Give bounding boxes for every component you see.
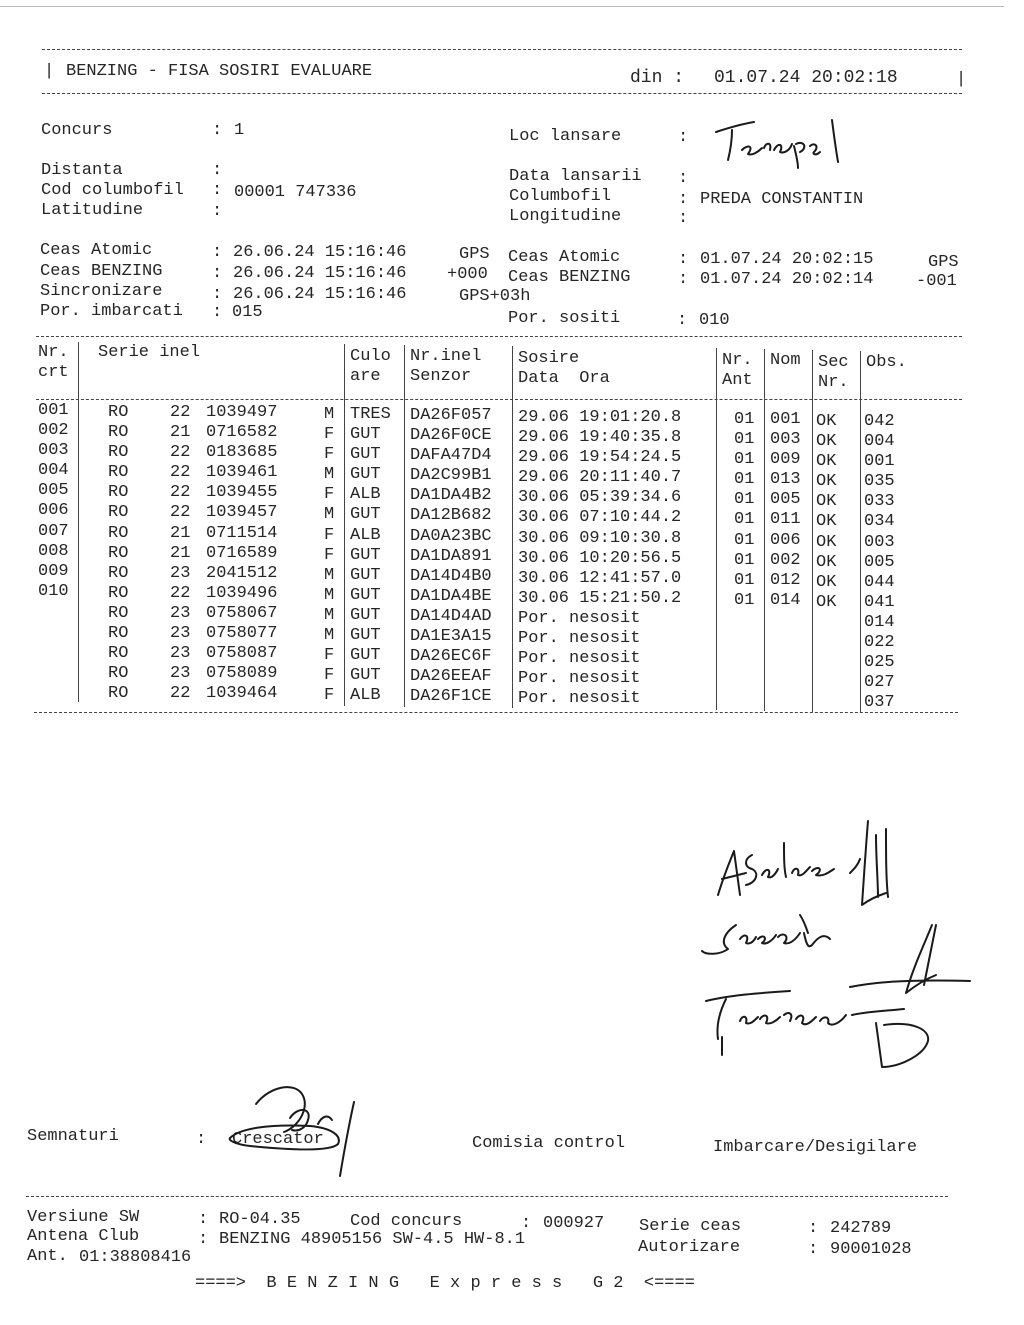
th-serie-inel: Serie inel: [98, 343, 201, 362]
cod-columbofil-value: 00001 747336: [234, 183, 357, 202]
cell-sensor: DA26F1CE: [410, 687, 492, 707]
versiune-sw-sep: :: [198, 1210, 209, 1229]
cell-sec: [816, 693, 836, 713]
cell-year: 23: [170, 563, 191, 583]
ceas-atomic-left-value: 26.06.24 15:16:46: [233, 243, 407, 262]
ceas-atomic-left-label: Ceas Atomic: [40, 241, 153, 260]
cell-ring: 0758067: [206, 603, 278, 623]
cell-sex: M: [324, 405, 335, 424]
autorizare-value: 90001028: [830, 1240, 912, 1259]
cell-arrival: Por. nesosit: [518, 669, 641, 689]
cell-country: RO: [108, 624, 129, 644]
cell-sex: M: [324, 565, 335, 585]
cell-ant: 01: [734, 430, 755, 450]
cell-obs: 005: [864, 552, 895, 572]
cell-obs: 027: [864, 673, 895, 693]
cell-arrival: Por. nesosit: [518, 689, 641, 709]
cell-nom: [770, 651, 801, 671]
ceas-atomic-left-suffix: GPS: [459, 245, 490, 264]
distanta-label: Distanta: [41, 161, 123, 180]
cell-ring: 1039461: [206, 463, 278, 483]
por-imbarcati-sep: :: [212, 303, 223, 322]
cell-year: 22: [170, 503, 191, 523]
ceas-benzing-right-value: 01.07.24 20:02:14: [700, 270, 874, 289]
cell-arrival: 30.06 05:39:34.6: [518, 488, 682, 508]
cell-ring: 1039455: [206, 483, 278, 503]
cell-ring: 1039457: [206, 503, 278, 523]
por-imbarcati-label: Por. imbarcati: [40, 302, 183, 321]
cell-sec: [816, 653, 836, 673]
cod-concurs-label: Cod concurs: [350, 1212, 463, 1231]
cell-ring: 1039496: [206, 583, 278, 603]
semnaturi-label: Semnaturi: [27, 1127, 119, 1146]
th-obs: Obs.: [866, 353, 907, 372]
cell-year: 23: [170, 624, 191, 644]
cell-arrival: Por. nesosit: [518, 629, 641, 649]
cell-ant: 01: [734, 410, 755, 429]
cell-ant: 01: [734, 550, 755, 570]
cell-country: RO: [108, 423, 129, 443]
serie-ceas-value: 242789: [830, 1219, 892, 1238]
imbarcare-desigilare-label: Imbarcare/Desigilare: [713, 1138, 918, 1157]
cell-ring: 0716589: [206, 543, 278, 563]
ceas-atomic-right-sep: :: [678, 250, 689, 269]
distanta-sep: :: [212, 161, 223, 180]
autorizare-sep: :: [808, 1240, 819, 1259]
cell-sensor: DA1DA4B2: [410, 486, 492, 506]
cell-color: GUT: [350, 445, 381, 465]
cell-nom: 003: [770, 430, 801, 450]
cell-ant: 01: [734, 590, 755, 610]
header-date-value: 01.07.24 20:02:18: [714, 68, 898, 88]
col-nr-ant: [734, 410, 754, 711]
cell-nr: 004: [38, 461, 69, 481]
cell-color: GUT: [350, 646, 381, 666]
por-sositi-label: Por. sositi: [508, 309, 621, 328]
col-arrival: [518, 408, 681, 709]
cell-sec: [816, 673, 836, 693]
cell-color: ALB: [350, 485, 381, 505]
cell-sex: F: [324, 666, 335, 686]
ceas-benzing-left-label: Ceas BENZING: [40, 262, 163, 281]
cell-sec: OK: [816, 532, 837, 552]
cell-obs: 042: [864, 412, 895, 431]
cell-obs: 025: [864, 653, 895, 673]
cell-sec: OK: [816, 512, 837, 532]
ant-label: Ant.: [27, 1247, 68, 1266]
cell-nom: [770, 611, 801, 631]
cell-ant: [734, 631, 754, 651]
cell-sex: F: [324, 425, 335, 445]
col-obs: [864, 412, 895, 713]
cell-arrival: 30.06 07:10:44.2: [518, 508, 682, 528]
cell-obs: 037: [864, 693, 895, 713]
cell-nr: 008: [38, 541, 69, 561]
cell-ant: 01: [734, 510, 755, 530]
col-sep-6: [764, 349, 765, 711]
data-lansarii-sep: :: [678, 169, 689, 188]
cell-sensor: DA2C99B1: [410, 466, 492, 486]
cell-arrival: 29.06 19:54:24.5: [518, 448, 682, 468]
cell-sex: F: [324, 485, 335, 505]
cell-country: RO: [108, 463, 129, 483]
cell-color: GUT: [350, 585, 381, 605]
ceas-atomic-right-label: Ceas Atomic: [508, 248, 621, 267]
cell-nom: 001: [770, 410, 801, 429]
ceas-benzing-right-suffix: -001: [916, 272, 957, 291]
cell-nom: 006: [770, 530, 801, 550]
col-sep-1: [78, 342, 79, 702]
ant-value: 01:38808416: [79, 1248, 192, 1267]
cell-sec: OK: [816, 432, 837, 452]
cell-nom: 002: [770, 550, 801, 570]
cell-color: ALB: [350, 686, 381, 706]
cell-sec: OK: [816, 572, 837, 592]
table-rule-header: [36, 399, 962, 400]
cell-nom: 009: [770, 450, 801, 470]
cell-ring: 0716582: [206, 423, 278, 443]
cell-sensor: DA1E3A15: [410, 627, 492, 647]
cell-nom: 013: [770, 470, 801, 490]
cell-nr: 006: [38, 501, 69, 521]
por-sositi-value: 010: [699, 311, 730, 330]
cell-nr: 009: [38, 561, 69, 581]
cell-obs: 041: [864, 592, 895, 612]
cell-color: GUT: [350, 565, 381, 585]
cell-nr: 010: [38, 581, 69, 601]
cell-arrival: 29.06 19:01:20.8: [518, 408, 682, 427]
cell-ring: 1039497: [206, 403, 278, 422]
cell-ant: 01: [734, 490, 755, 510]
versiune-sw-value: RO-04.35: [219, 1210, 301, 1229]
cell-sensor: DA0A23BC: [410, 526, 492, 546]
longitudine-label: Longitudine: [509, 207, 622, 226]
cell-sensor: DA14D4B0: [410, 566, 492, 586]
cell-nr: 002: [38, 421, 69, 441]
col-country: [108, 403, 128, 704]
cell-sex: F: [324, 445, 335, 465]
cell-sex: M: [324, 626, 335, 646]
autorizare-label: Autorizare: [638, 1238, 741, 1257]
ceas-benzing-left-value: 26.06.24 15:16:46: [233, 264, 407, 283]
cell-country: RO: [108, 563, 129, 583]
cell-sensor: DA26EEAF: [410, 667, 492, 687]
cell-obs: 001: [864, 452, 895, 472]
ceas-benzing-right-label: Ceas BENZING: [508, 268, 631, 287]
th-culoare: Culo are: [350, 347, 391, 386]
cell-ring: 1039464: [206, 684, 278, 704]
cell-country: RO: [108, 443, 129, 463]
cell-ring: 2041512: [206, 563, 278, 583]
crescator-signature: [220, 1080, 360, 1180]
col-sep-7: [812, 350, 813, 712]
loc-lansare-sep: :: [678, 128, 689, 147]
header-left-bar: |: [44, 62, 55, 81]
col-sec-nr: [816, 412, 836, 713]
versiune-sw-label: Versiune SW: [27, 1208, 140, 1227]
col-color: [350, 405, 391, 706]
cell-arrival: 30.06 12:41:57.0: [518, 568, 682, 588]
cell-sensor: DA26F0CE: [410, 426, 492, 446]
cell-sensor: DA1DA891: [410, 546, 492, 566]
cell-nr: 005: [38, 481, 69, 501]
th-sosire: Sosire Data Ora: [518, 349, 610, 388]
cell-nr: [38, 642, 69, 662]
col-sex: [324, 405, 334, 706]
cell-ring: 0758089: [206, 664, 278, 684]
cell-nom: [770, 691, 801, 711]
header-rule-top: [42, 49, 962, 50]
cell-nr: [38, 682, 69, 702]
antena-club-value: BENZING 48905156 SW-4.5 HW-8.1: [219, 1230, 526, 1249]
col-sensor: [410, 406, 492, 707]
cell-year: 21: [170, 543, 191, 563]
cell-sec: OK: [816, 492, 837, 512]
cell-obs: 022: [864, 633, 895, 653]
cell-year: 22: [170, 684, 191, 704]
antena-club-sep: :: [198, 1230, 209, 1249]
cell-year: 22: [170, 483, 191, 503]
footer-banner: ====> B E N Z I N G E x p r e s s G 2 <====: [195, 1274, 695, 1293]
cell-arrival: 29.06 20:11:40.7: [518, 468, 682, 488]
cell-color: TRES: [350, 405, 391, 424]
cell-obs: 014: [864, 612, 895, 632]
sincronizare-label: Sincronizare: [40, 282, 163, 301]
cell-obs: 033: [864, 492, 895, 512]
cell-nom: [770, 631, 801, 651]
cell-country: RO: [108, 644, 129, 664]
serie-ceas-label: Serie ceas: [639, 1217, 742, 1236]
cell-country: RO: [108, 523, 129, 543]
th-nom: Nom: [770, 351, 801, 370]
sincronizare-sep: :: [212, 285, 223, 304]
ceas-benzing-left-sep: :: [212, 264, 223, 283]
cell-country: RO: [108, 664, 129, 684]
cell-ant: 01: [734, 530, 755, 550]
cell-country: RO: [108, 403, 129, 422]
cell-country: RO: [108, 543, 129, 563]
cell-obs: 034: [864, 512, 895, 532]
cell-color: GUT: [350, 425, 381, 445]
cell-sec: OK: [816, 452, 837, 472]
cell-year: 23: [170, 644, 191, 664]
cod-concurs-sep: :: [521, 1214, 532, 1233]
cell-sex: M: [324, 505, 335, 525]
cell-color: GUT: [350, 545, 381, 565]
cell-country: RO: [108, 603, 129, 623]
table-rule-bottom: [34, 712, 958, 713]
cell-color: GUT: [350, 505, 381, 525]
sincronizare-value: 26.06.24 15:16:46: [233, 285, 407, 304]
cell-nom: 012: [770, 570, 801, 590]
cod-columbofil-sep: :: [212, 181, 223, 200]
cell-ant: 01: [734, 450, 755, 470]
ceas-benzing-right-sep: :: [678, 270, 689, 289]
cell-sex: F: [324, 646, 335, 666]
columbofil-sep: :: [678, 190, 689, 209]
col-sep-8: [860, 351, 861, 713]
cell-arrival: Por. nesosit: [518, 649, 641, 669]
cell-ring: 0711514: [206, 523, 278, 543]
cell-color: GUT: [350, 605, 381, 625]
cell-sec: [816, 633, 836, 653]
cell-arrival: Por. nesosit: [518, 608, 641, 628]
cell-country: RO: [108, 483, 129, 503]
header-right-bar: |: [956, 70, 967, 89]
latitudine-label: Latitudine: [41, 201, 144, 220]
cell-country: RO: [108, 503, 129, 523]
ceas-atomic-right-value: 01.07.24 20:02:15: [700, 250, 874, 269]
col-year: [170, 403, 190, 704]
cell-nom: 011: [770, 510, 801, 530]
cell-obs: 035: [864, 472, 895, 492]
col-sep-3: [404, 345, 405, 707]
ceas-atomic-right-suffix: GPS: [928, 253, 959, 272]
semnaturi-sep: :: [196, 1130, 207, 1149]
cell-nr: [38, 602, 69, 622]
cell-arrival: 30.06 10:20:56.5: [518, 548, 682, 568]
col-ring: [206, 403, 277, 704]
longitudine-sep: :: [678, 209, 689, 228]
cell-nom: 005: [770, 490, 801, 510]
footer-rule: [26, 1196, 948, 1197]
data-lansarii-label: Data lansarii: [509, 167, 642, 186]
loc-lansare-handwritten: [708, 110, 848, 170]
cell-year: 22: [170, 403, 191, 422]
cell-sec: OK: [816, 552, 837, 572]
table-rule-top: [36, 336, 962, 337]
cell-country: RO: [108, 684, 129, 704]
concurs-sep: :: [212, 121, 223, 140]
latitudine-sep: :: [212, 202, 223, 221]
cell-arrival: 29.06 19:40:35.8: [518, 428, 682, 448]
header-title: BENZING - FISA SOSIRI EVALUARE: [66, 62, 373, 81]
cell-nr: 007: [38, 521, 69, 541]
cell-sensor: DA14D4AD: [410, 606, 492, 626]
cell-year: 21: [170, 523, 191, 543]
ceas-benzing-left-suffix: +000: [447, 265, 488, 284]
cell-nr: 001: [38, 401, 69, 420]
cell-color: GUT: [350, 626, 381, 646]
ceas-atomic-left-sep: :: [212, 243, 223, 262]
th-sec-nr: Sec Nr.: [818, 353, 849, 392]
col-nr-crt: [38, 401, 69, 702]
cell-obs: 003: [864, 532, 895, 552]
cell-ant: [734, 651, 754, 671]
serie-ceas-sep: :: [808, 1219, 819, 1238]
concurs-value: 1: [234, 121, 245, 140]
cell-ring: 0758087: [206, 644, 278, 664]
cell-year: 23: [170, 603, 191, 623]
th-nr-inel-senzor: Nr.inel Senzor: [410, 347, 482, 386]
antena-club-label: Antena Club: [27, 1227, 140, 1246]
cell-color: GUT: [350, 465, 381, 485]
col-sep-5: [716, 348, 717, 710]
th-nr-crt: Nr. crt: [38, 343, 69, 382]
cell-nr: [38, 622, 69, 642]
loc-lansare-label: Loc lansare: [509, 127, 622, 146]
columbofil-value: PREDA CONSTANTIN: [700, 190, 864, 209]
cell-year: 22: [170, 463, 191, 483]
cell-sec: OK: [816, 592, 837, 612]
cell-nr: 003: [38, 441, 69, 461]
cell-year: 22: [170, 583, 191, 603]
cell-ant: [734, 671, 754, 691]
cell-sex: F: [324, 525, 335, 545]
col-sep-2: [344, 344, 345, 706]
col-sep-4: [512, 346, 513, 708]
cell-nom: 014: [770, 590, 801, 610]
cell-nr: [38, 662, 69, 682]
columbofil-label: Columbofil: [509, 187, 612, 206]
por-sositi-sep: :: [677, 311, 688, 330]
concurs-label: Concurs: [41, 121, 113, 140]
cell-year: 23: [170, 664, 191, 684]
header-rule-bottom: [42, 93, 962, 94]
cell-year: 22: [170, 443, 191, 463]
cell-sec: [816, 613, 836, 633]
cell-ant: [734, 611, 754, 631]
cell-sec: OK: [816, 412, 837, 431]
cell-sex: M: [324, 465, 335, 485]
cell-arrival: 30.06 15:21:50.2: [518, 588, 682, 608]
cell-sensor: DA26EC6F: [410, 647, 492, 667]
cell-sex: F: [324, 686, 335, 706]
cell-ring: 0183685: [206, 443, 278, 463]
cell-ant: 01: [734, 570, 755, 590]
por-imbarcati-value: 015: [232, 303, 263, 322]
cell-sensor: DAFA47D4: [410, 446, 492, 466]
cell-sensor: DA1DA4BE: [410, 586, 492, 606]
col-nom: [770, 410, 801, 711]
th-nr-ant: Nr. Ant: [722, 351, 753, 390]
cell-obs: 044: [864, 572, 895, 592]
cell-year: 21: [170, 423, 191, 443]
cell-sensor: DA12B682: [410, 506, 492, 526]
scan-edge: [0, 6, 1004, 7]
cod-columbofil-label: Cod columbofil: [41, 181, 184, 200]
cell-ring: 0758077: [206, 624, 278, 644]
sincronizare-suffix: GPS+03h: [459, 287, 531, 306]
cell-sex: M: [324, 605, 335, 625]
header-date-label: din :: [630, 68, 685, 88]
cell-sec: OK: [816, 472, 837, 492]
cell-arrival: 30.06 09:10:30.8: [518, 528, 682, 548]
cell-sex: M: [324, 585, 335, 605]
cell-color: ALB: [350, 525, 381, 545]
cell-country: RO: [108, 583, 129, 603]
comisia-control-label: Comisia control: [472, 1134, 626, 1153]
cell-ant: 01: [734, 470, 755, 490]
cell-sensor: DA26F057: [410, 406, 492, 425]
cell-obs: 004: [864, 432, 895, 452]
cell-nom: [770, 671, 801, 691]
cell-color: GUT: [350, 666, 381, 686]
committee-signatures: [700, 815, 980, 1085]
cod-concurs-value: 000927: [543, 1214, 605, 1233]
cell-sex: F: [324, 545, 335, 565]
crescator-label: Crescator: [232, 1130, 324, 1149]
cell-ant: [734, 691, 754, 711]
